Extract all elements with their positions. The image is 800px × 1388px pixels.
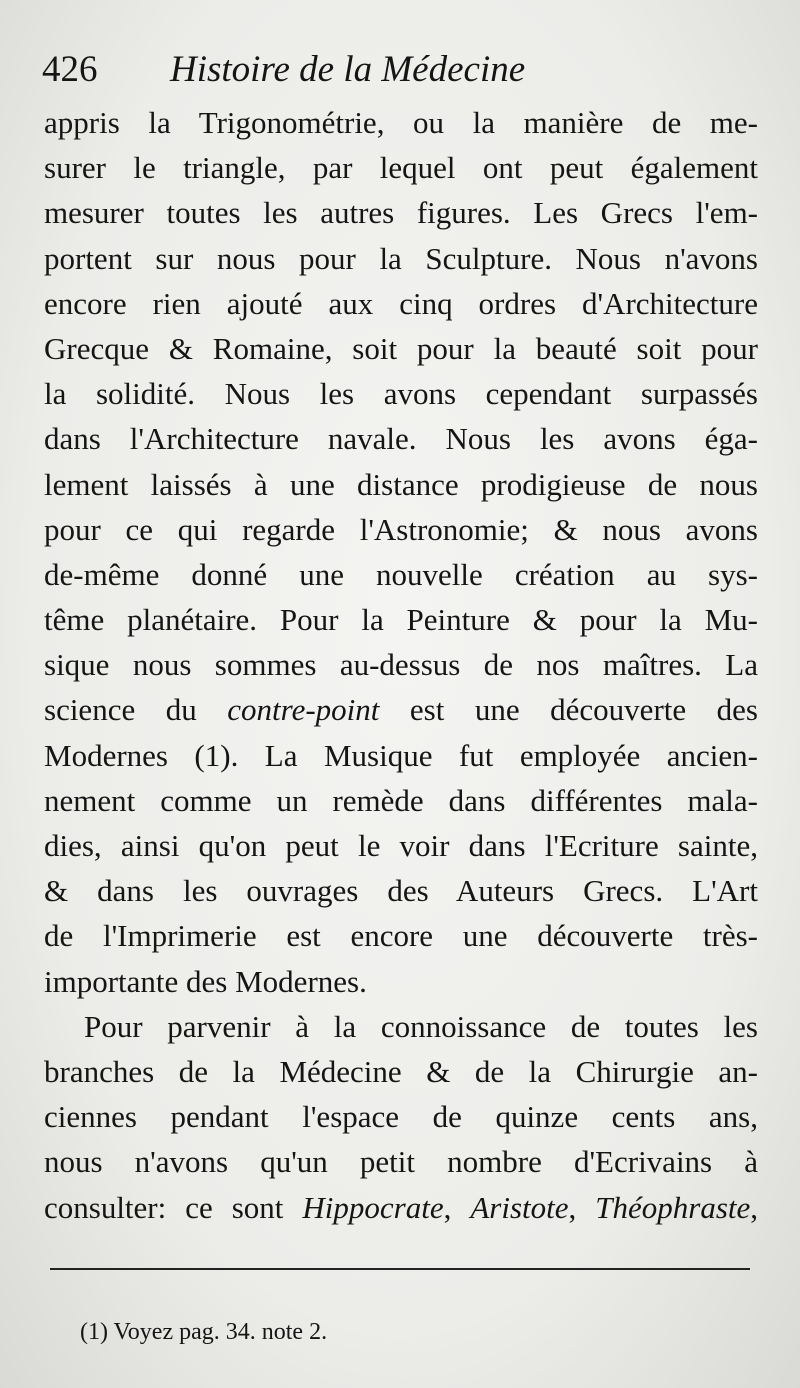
- text-segment: est une découverte des: [379, 692, 758, 728]
- text-line: dans l'Architecture navale. Nous les avons éga-: [44, 421, 758, 457]
- text-line: appris la Trigonométrie, ou la manière de me-: [44, 105, 758, 140]
- text-line: lement laissés à une distance prodigieuse de nous: [44, 466, 758, 502]
- text-line: encore rien ajouté aux cinq ordres d'Architecture: [44, 285, 758, 321]
- text-line: nement comme un remède dans différentes mala-: [44, 782, 758, 818]
- italic-term: contre-point: [227, 692, 380, 728]
- page-header: [42, 42, 762, 98]
- text-segment: ,: [568, 1189, 596, 1225]
- italic-term: Hippocrate: [302, 1189, 444, 1225]
- text-segment: consulter: ce sont: [44, 1189, 303, 1225]
- text-line: & dans les ouvrages des Auteurs Grecs. L'Art: [44, 873, 758, 909]
- text-line: tême planétaire. Pour la Peinture & pour la Mu-: [44, 602, 758, 638]
- text-line: de l'Imprimerie est encore une découverte très-: [44, 918, 758, 954]
- text-line: sique nous sommes au-dessus de nos maîtres. La: [44, 647, 758, 683]
- text-line: la solidité. Nous les avons cependant surpassés: [44, 376, 758, 412]
- body-text: [44, 100, 758, 1230]
- text-line: Pour parvenir à la connoissance de toutes les: [84, 1008, 758, 1044]
- running-head: Histoire de la Médecine: [170, 49, 526, 90]
- text-line: Grecque & Romaine, soit pour la beauté soit pour: [44, 330, 758, 366]
- text-line: importante des Modernes.: [44, 963, 367, 999]
- text-line: [44, 687, 758, 732]
- italic-term: Théophraste: [595, 1189, 751, 1225]
- text-line: branches de la Médecine & de la Chirurgie an-: [44, 1053, 758, 1089]
- page-number: 426: [42, 49, 98, 90]
- text-line: pour ce qui regarde l'Astronomie; & nous avons: [44, 511, 758, 547]
- text-line: [44, 1185, 758, 1230]
- footnote: (1) Voyez pag. 34. note 2.: [80, 1319, 328, 1345]
- text-line: mesurer toutes les autres figures. Les Grecs l'em-: [44, 195, 758, 231]
- text-line: ciennes pendant l'espace de quinze cents ans,: [44, 1099, 758, 1135]
- text-line: Modernes (1). La Musique fut employée ancien-: [44, 737, 758, 773]
- text-line: surer le triangle, par lequel ont peut également: [44, 150, 758, 186]
- text-line: de-même donné une nouvelle création au sys-: [44, 556, 758, 592]
- italic-term: Aristote: [470, 1189, 569, 1225]
- text-line: nous n'avons qu'un petit nombre d'Ecrivains à: [44, 1144, 758, 1180]
- text-segment: science du: [44, 692, 228, 728]
- text-line: portent sur nous pour la Sculpture. Nous n'avons: [44, 240, 758, 276]
- text-line: dies, ainsi qu'on peut le voir dans l'Ecriture sainte,: [44, 828, 758, 863]
- text-segment: ,: [750, 1189, 758, 1225]
- text-segment: ,: [443, 1189, 471, 1225]
- footnote-rule: [50, 1268, 750, 1270]
